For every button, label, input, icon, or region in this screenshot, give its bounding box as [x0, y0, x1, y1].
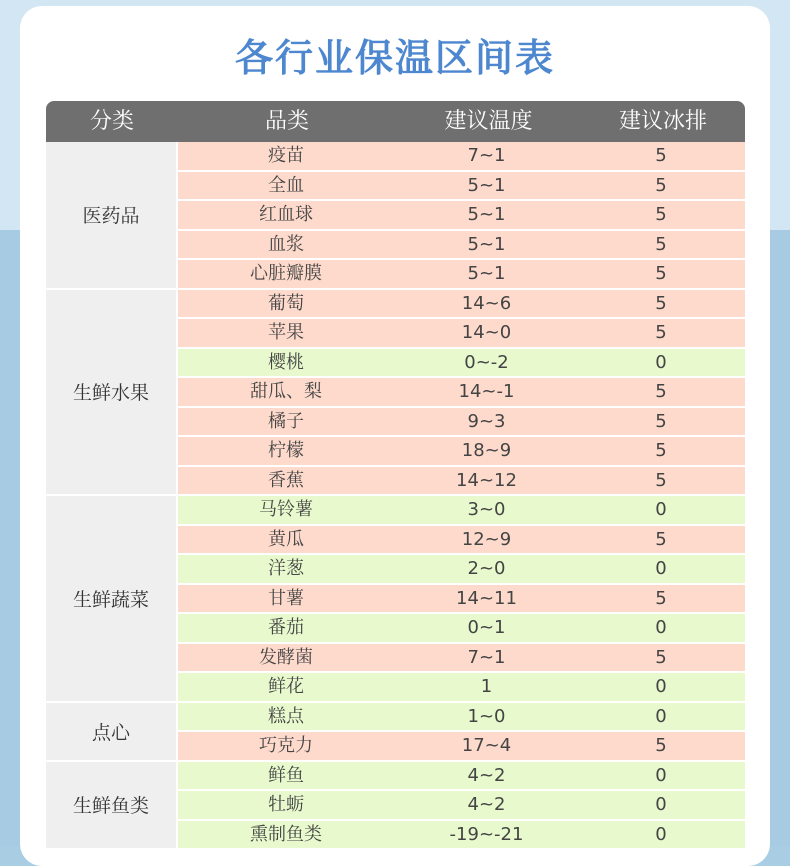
table-row [178, 378, 745, 408]
ice-pack-cell: 5 [655, 469, 667, 491]
category-group [46, 703, 745, 762]
header-item: 品类 [264, 109, 309, 134]
table-row [178, 437, 745, 467]
category-label: 点心 [46, 703, 178, 760]
temperature-table [46, 101, 745, 850]
table-row [178, 201, 745, 231]
temperature-cell: -19~-21 [449, 823, 524, 845]
temperature-cell: 1~0 [467, 705, 506, 727]
category-label: 生鲜水果 [46, 290, 178, 495]
temperature-cell: 14~6 [461, 292, 512, 314]
item-cell: 洋葱 [268, 558, 304, 579]
temperature-cell: 0~1 [467, 617, 506, 638]
temperature-cell: 17~4 [461, 735, 512, 756]
item-cell: 樱桃 [268, 351, 304, 373]
header-ice-packs: 建议冰排 [618, 109, 707, 134]
table-row [178, 644, 745, 674]
ice-pack-cell: 5 [655, 528, 667, 550]
ice-pack-cell: 5 [655, 646, 667, 668]
item-cell: 心脏瓣膜 [250, 263, 322, 284]
ice-pack-cell: 5 [655, 204, 667, 225]
item-cell: 红血球 [259, 204, 313, 225]
category-rows [178, 142, 745, 288]
temperature-cell: 18~9 [461, 440, 512, 461]
category-group [46, 142, 745, 290]
temperature-cell: 4~2 [467, 764, 506, 786]
temperature-cell: 1 [480, 676, 493, 697]
ice-pack-cell: 5 [655, 735, 667, 756]
table-row [178, 555, 745, 585]
ice-pack-cell: 0 [655, 676, 667, 697]
table-row [178, 260, 745, 288]
item-cell: 黄瓜 [268, 528, 304, 550]
ice-pack-cell: 0 [655, 823, 667, 845]
category-label: 医药品 [46, 142, 178, 288]
table-row [178, 585, 745, 615]
item-cell: 发酵菌 [259, 646, 313, 668]
category-rows [178, 290, 745, 495]
temperature-cell: 3~0 [467, 499, 506, 520]
table-row [178, 142, 745, 172]
table-row [178, 673, 745, 701]
item-cell: 葡萄 [268, 292, 304, 314]
ice-pack-cell: 0 [655, 499, 667, 520]
category-group [46, 290, 745, 497]
item-cell: 番茄 [268, 617, 304, 638]
ice-pack-cell: 5 [655, 410, 667, 432]
item-cell: 苹果 [268, 322, 304, 343]
table-row [178, 614, 745, 644]
temperature-cell: 7~1 [467, 145, 506, 166]
table-row [178, 290, 745, 320]
ice-pack-cell: 5 [655, 174, 667, 196]
item-cell: 巧克力 [259, 735, 313, 756]
item-cell: 熏制鱼类 [250, 823, 322, 845]
table-row [178, 791, 745, 821]
table-row [178, 732, 745, 760]
table-row [178, 526, 745, 556]
ice-pack-cell: 5 [655, 263, 667, 284]
category-label: 生鲜鱼类 [46, 762, 178, 849]
ice-pack-cell: 5 [655, 440, 667, 461]
table-row [178, 231, 745, 261]
item-cell: 疫苗 [268, 145, 304, 166]
temperature-cell: 14~11 [456, 587, 517, 609]
table-header [46, 101, 745, 142]
item-cell: 橘子 [268, 410, 304, 432]
table-row [178, 408, 745, 438]
item-cell: 柠檬 [268, 440, 304, 461]
header-temperature: 建议温度 [444, 109, 533, 134]
temperature-cell: 2~0 [467, 558, 506, 579]
ice-pack-cell: 0 [655, 794, 667, 815]
page-title: 各行业保温区间表 [234, 36, 555, 80]
category-rows [178, 496, 745, 701]
table-row [178, 172, 745, 202]
ice-pack-cell: 5 [655, 381, 667, 402]
table-row [178, 496, 745, 526]
temperature-cell: 5~1 [467, 263, 506, 284]
category-group [46, 762, 745, 851]
item-cell: 鲜花 [268, 676, 304, 697]
ice-pack-cell: 0 [655, 351, 667, 373]
temperature-cell: 14~12 [456, 469, 517, 491]
header-category: 分类 [89, 109, 134, 134]
temperature-cell: 7~1 [467, 646, 506, 668]
table-row [178, 821, 745, 849]
table-card [20, 6, 770, 866]
category-rows [178, 703, 745, 760]
table-body [46, 142, 745, 850]
item-cell: 牡蛎 [268, 794, 304, 815]
item-cell: 香蕉 [268, 469, 304, 491]
temperature-cell: 14~-1 [458, 381, 515, 402]
ice-pack-cell: 0 [655, 558, 667, 579]
category-rows [178, 762, 745, 849]
temperature-cell: 14~0 [461, 322, 512, 343]
item-cell: 甜瓜、梨 [250, 381, 322, 402]
table-row [178, 762, 745, 792]
temperature-cell: 9~3 [467, 410, 506, 432]
ice-pack-cell: 0 [655, 764, 667, 786]
item-cell: 全血 [268, 174, 304, 196]
temperature-cell: 5~1 [467, 204, 506, 225]
ice-pack-cell: 5 [655, 145, 667, 166]
table-row [178, 319, 745, 349]
item-cell: 糕点 [268, 705, 304, 727]
ice-pack-cell: 0 [655, 617, 667, 638]
temperature-cell: 5~1 [467, 233, 506, 255]
ice-pack-cell: 5 [655, 233, 667, 255]
category-group [46, 496, 745, 703]
ice-pack-cell: 5 [655, 322, 667, 343]
temperature-cell: 12~9 [461, 528, 512, 550]
ice-pack-cell: 5 [655, 587, 667, 609]
item-cell: 甘薯 [268, 587, 304, 609]
table-row [178, 349, 745, 379]
item-cell: 血浆 [268, 233, 304, 255]
table-row [178, 703, 745, 733]
temperature-cell: 4~2 [467, 794, 506, 815]
temperature-cell: 5~1 [467, 174, 506, 196]
category-label: 生鲜蔬菜 [46, 496, 178, 701]
table-row [178, 467, 745, 495]
temperature-cell: 0~-2 [464, 351, 509, 373]
item-cell: 鲜鱼 [268, 764, 304, 786]
ice-pack-cell: 0 [655, 705, 667, 727]
item-cell: 马铃薯 [259, 499, 313, 520]
ice-pack-cell: 5 [655, 292, 667, 314]
